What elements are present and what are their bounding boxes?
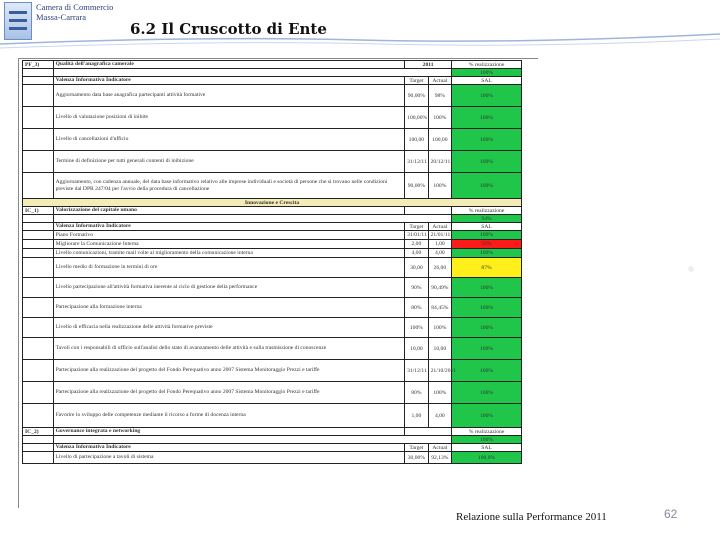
target-value: 100% — [405, 318, 428, 338]
table-row — [23, 85, 522, 107]
col-label-indicator: Valenza Informativa Indicatore — [53, 223, 405, 231]
spacer-cell — [23, 318, 54, 338]
section-overall-row — [23, 215, 522, 223]
indicator-description: Aggiornamento, con cadenza annuale, del data base informativo relativo alle imprese individuali e società di persone che si trovano nelle condizioni previste dal DPR 247/04 per l'avvio della procedura di cancellazione — [53, 173, 405, 199]
spacer-cell — [23, 452, 54, 464]
indicator-description: Livello comunicazioni, tramite mail volte al miglioramento della comunicazione interna — [53, 249, 405, 258]
page-number: 62 — [664, 507, 678, 521]
col-label-sal: SAL — [452, 77, 522, 85]
spacer-cell — [23, 85, 54, 107]
section-year — [405, 428, 452, 436]
target-value: 2,00 — [405, 240, 428, 249]
spacer-cell — [23, 151, 54, 173]
actual-value: 90,49% — [428, 278, 451, 298]
actual-value: 100% — [428, 107, 451, 129]
dashboard-table — [22, 60, 522, 464]
org-line-2: Massa-Carrara — [36, 12, 87, 22]
spacer-cell — [23, 240, 54, 249]
col-label-sal: SAL — [452, 223, 522, 231]
org-line-1: Camera di Commercio — [36, 2, 114, 12]
sal-value: 100% — [452, 231, 522, 240]
actual-value: 4,00 — [428, 249, 451, 258]
spacer-cell — [23, 444, 54, 452]
table-row — [23, 298, 522, 318]
target-value: 31/01/11 — [405, 231, 428, 240]
actual-value: 92,13% — [428, 452, 451, 464]
actual-value: 98% — [428, 85, 451, 107]
spacer-cell — [23, 338, 54, 360]
section-code: IC_1) — [23, 207, 54, 215]
table-row — [23, 360, 522, 382]
dashboard-sheet — [22, 60, 522, 510]
actual-value: 10,00 — [428, 338, 451, 360]
actual-value: 21/01/11 — [428, 231, 451, 240]
target-value: 10,00 — [405, 338, 428, 360]
table-row — [23, 151, 522, 173]
indicator-description: Livello di valutazione posizioni di inibite — [53, 107, 405, 129]
spacer-cell — [23, 360, 54, 382]
target-value: 31/12/11 — [405, 360, 428, 382]
section-banner-row — [23, 199, 522, 207]
table-row — [23, 318, 522, 338]
actual-value: 100% — [428, 318, 451, 338]
indicator-description: Partecipazione alla formazione interna — [53, 298, 405, 318]
sal-value: 100% — [452, 129, 522, 151]
spacer-cell — [23, 215, 54, 223]
column-labels-row — [23, 223, 522, 231]
table-row — [23, 258, 522, 278]
section-year — [405, 207, 452, 215]
table-row — [23, 240, 522, 249]
overall-pct: 94% — [452, 215, 522, 223]
col-label-sal: SAL — [452, 444, 522, 452]
section-header-row — [23, 428, 522, 436]
sal-value: 100% — [452, 318, 522, 338]
target-value: 90,00% — [405, 85, 428, 107]
sal-value: 100% — [452, 338, 522, 360]
target-value: 31/12/11 — [405, 151, 428, 173]
spacer-cell — [23, 231, 54, 240]
page-title: 6.2 Il Cruscotto di Ente — [130, 20, 327, 38]
actual-value: 26,00 — [428, 258, 451, 278]
section-name: Governance integrata e networking — [53, 428, 405, 436]
sal-value: 100% — [452, 107, 522, 129]
target-value: 30,00% — [405, 452, 428, 464]
sal-value: 100% — [452, 249, 522, 258]
col-label-actual: Actual — [428, 223, 451, 231]
indicator-description: Livello di efficacia nella realizzazione delle attività formative previste — [53, 318, 405, 338]
target-value: 100,00 — [405, 129, 428, 151]
indicator-description: Aggiornamento data base anagrafica partecipanti attività formative — [53, 85, 405, 107]
frame-top-line — [18, 58, 538, 59]
col-label-target: Target — [405, 444, 428, 452]
table-row — [23, 382, 522, 404]
column-labels-row — [23, 444, 522, 452]
table-row — [23, 107, 522, 129]
indicator-description: Piano Formativo — [53, 231, 405, 240]
spacer-cell — [23, 173, 54, 199]
indicator-description: Partecipazione alla realizzazione del progetto del Fondo Perequativo anno 2007 Sistema Monitoraggio Prezzi e tariffe — [53, 360, 405, 382]
sal-value: 100% — [452, 360, 522, 382]
col-label-target: Target — [405, 223, 428, 231]
actual-value: 100,00 — [428, 129, 451, 151]
footer-text: Relazione sulla Performance 2011 — [456, 511, 607, 523]
frame-left-line — [18, 58, 19, 508]
table-row — [23, 173, 522, 199]
sal-value: 100% — [452, 278, 522, 298]
table-row — [23, 338, 522, 360]
table-row — [23, 452, 522, 464]
spacer-cell — [23, 382, 54, 404]
indicator-description: Livello di cancellazioni d'ufficio — [53, 129, 405, 151]
pct-label: % realizzazione — [452, 207, 522, 215]
indicator-description: Migliorare la Comunicazione Interna — [53, 240, 405, 249]
indicator-description: Partecipazione alla realizzazione del progetto del Fondo Perequativo anno 2007 Sistema Monitoraggio Prezzi e tariffe — [53, 382, 405, 404]
actual-value: 20/12/11 — [428, 151, 451, 173]
indicator-description: Livello partecipazione all'attività formativa inerente al ciclo di gestione della performance — [53, 278, 405, 298]
sal-value: 100% — [452, 151, 522, 173]
header-wave-decoration — [0, 30, 720, 50]
pct-label: % realizzazione — [452, 61, 522, 69]
section-header-row — [23, 207, 522, 215]
sal-value: 50% — [452, 240, 522, 249]
sal-value: 100% — [452, 173, 522, 199]
table-row — [23, 231, 522, 240]
section-code: PF_3) — [23, 61, 54, 69]
target-value: 30,00 — [405, 258, 428, 278]
spacer-cell — [23, 258, 54, 278]
spacer-cell — [23, 129, 54, 151]
actual-value: 21/10/2011 — [428, 360, 451, 382]
col-label-indicator: Valenza Informativa Indicatore — [53, 77, 405, 85]
col-label-actual: Actual — [428, 444, 451, 452]
target-value: 90,00% — [405, 173, 428, 199]
actual-value: 1,00 — [428, 240, 451, 249]
column-labels-row — [23, 77, 522, 85]
sal-value: 87% — [452, 258, 522, 278]
spacer-cell — [23, 404, 54, 428]
actual-value: 4,00 — [428, 404, 451, 428]
sal-value: 100% — [452, 382, 522, 404]
spacer-cell — [23, 298, 54, 318]
section-code: IC_2) — [23, 428, 54, 436]
spacer-cell — [53, 215, 452, 223]
indicator-description: Livello di partecipazione a tavoli di sistema — [53, 452, 405, 464]
indicator-description: Favorire lo sviluppo delle competenze mediante il ricorso a forme di docenza interna — [53, 404, 405, 428]
spacer-cell — [53, 69, 452, 77]
section-name: Qualità dell'anagrafica camerale — [53, 61, 405, 69]
sal-value: 100% — [452, 298, 522, 318]
pct-label: % realizzazione — [452, 428, 522, 436]
sal-value: 100,0% — [452, 452, 522, 464]
spacer-cell — [23, 77, 54, 85]
target-value: 4,00 — [405, 249, 428, 258]
spacer-cell — [23, 69, 54, 77]
target-value: 80% — [405, 382, 428, 404]
organization-name — [36, 2, 156, 22]
overall-pct: 100% — [452, 436, 522, 444]
spacer-cell — [23, 249, 54, 258]
col-label-target: Target — [405, 77, 428, 85]
section-name: Valorizzazione del capitale umano — [53, 207, 405, 215]
overall-pct: 100% — [452, 69, 522, 77]
spacer-cell — [23, 436, 54, 444]
col-label-indicator: Valenza Informativa Indicatore — [53, 444, 405, 452]
spacer-cell — [23, 223, 54, 231]
spacer-cell — [23, 278, 54, 298]
actual-value: 100% — [428, 382, 451, 404]
target-value: 90% — [405, 278, 428, 298]
indicator-description: Tavoli con i responsabili di ufficio sull'analisi dello stato di avanzamento delle attività e sulla trasmissione di conoscenze — [53, 338, 405, 360]
actual-value: 100% — [428, 173, 451, 199]
section-banner: Innovazione e Crescita — [23, 199, 522, 207]
actual-value: 84,45% — [428, 298, 451, 318]
target-value: 100,00% — [405, 107, 428, 129]
table-row — [23, 404, 522, 428]
target-value: 1,00 — [405, 404, 428, 428]
section-year: 2011 — [405, 61, 452, 69]
side-mark — [688, 266, 694, 272]
table-row — [23, 278, 522, 298]
sal-value: 100% — [452, 85, 522, 107]
indicator-description: Livello medio di formazione in termini di ore — [53, 258, 405, 278]
target-value: 80% — [405, 298, 428, 318]
section-header-row — [23, 61, 522, 69]
table-row — [23, 129, 522, 151]
section-overall-row — [23, 436, 522, 444]
spacer-cell — [23, 107, 54, 129]
spacer-cell — [53, 436, 452, 444]
section-overall-row — [23, 69, 522, 77]
sal-value: 100% — [452, 404, 522, 428]
indicator-description: Termine di definizione per tutti generali contenti di inibizione — [53, 151, 405, 173]
col-label-actual: Actual — [428, 77, 451, 85]
table-row — [23, 249, 522, 258]
